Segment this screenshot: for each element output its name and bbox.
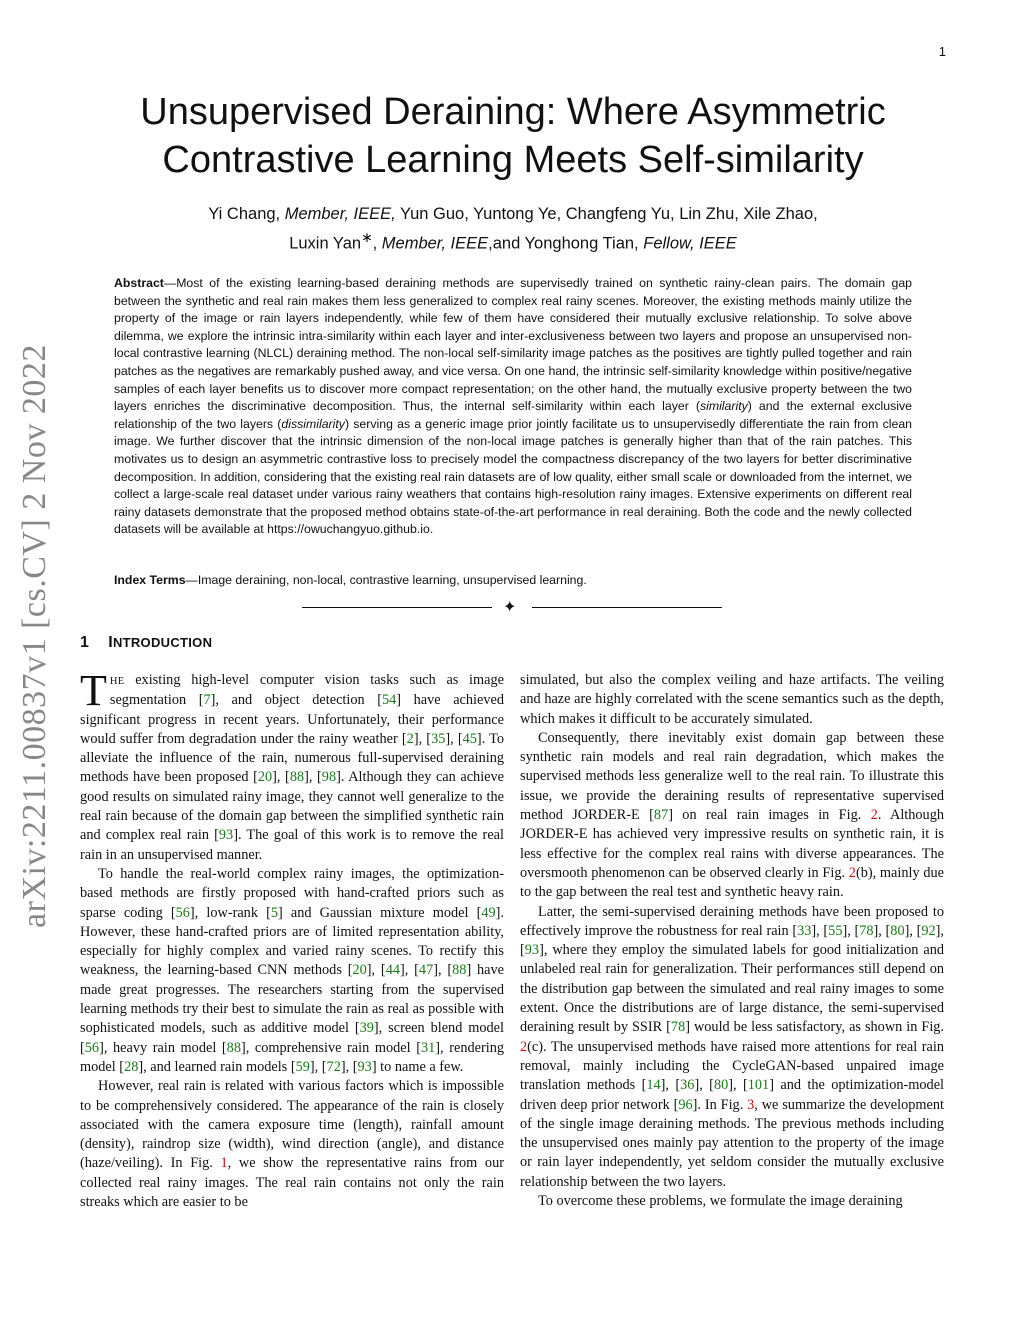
citation-link[interactable]: 78 <box>670 1019 686 1036</box>
figure-link[interactable]: 2 <box>520 1038 528 1055</box>
author-text: Luxin Yan <box>289 234 362 253</box>
citation-link[interactable]: 47 <box>418 962 434 979</box>
body-text: ], screen blend model [ <box>80 1020 504 1056</box>
divider-ornament: ✦ <box>503 597 517 616</box>
body-text: ], heavy rain model [ <box>99 1039 227 1056</box>
body-text: ], [ <box>366 962 386 979</box>
abstract-emphasis: similarity <box>699 399 748 414</box>
corresponding-author-mark: ∗ <box>361 230 373 245</box>
divider-line-left <box>302 607 492 608</box>
citation-link[interactable]: 56 <box>84 1039 100 1056</box>
author-text: , <box>372 234 382 253</box>
body-text: ], [ <box>309 1058 327 1075</box>
abstract-label: Abstract <box>114 276 164 290</box>
body-column-left <box>80 666 505 1212</box>
body-text: , we show the representative rains from our collected real rainy images. The real rain contains not only the rain streaks which are easier to be <box>80 1155 504 1211</box>
citation-link[interactable]: 49 <box>481 904 496 921</box>
body-text: (c). The unsupervised methods have raised more attentions for real rain removal, mainly including the CycleGAN-based unpaired image translation methods [ <box>520 1038 944 1094</box>
body-text: However, real rain is related with various factors which is impossible to be comprehensively considered. The appearance of the rain is closely associated with the camera exposure time (length), rainfall amount (density), raindrop size (width), wind direction (angle), and distance (haze/veiling). In Fig. <box>80 1078 504 1172</box>
citation-link[interactable]: 44 <box>385 962 400 979</box>
body-text: To overcome these problems, we formulate the image deraining <box>538 1193 903 1210</box>
citation-link[interactable]: 80 <box>713 1077 729 1094</box>
paper-title <box>100 88 926 184</box>
paragraph <box>520 1192 944 1211</box>
abstract-text: ) and the external exclusive relationship of the two layers ( <box>114 399 912 431</box>
citation-link[interactable]: 14 <box>646 1077 661 1094</box>
figure-link[interactable]: 3 <box>747 1096 755 1113</box>
section-number: 1 <box>80 634 90 651</box>
citation-link[interactable]: 88 <box>452 962 467 979</box>
figure-link[interactable]: 1 <box>220 1155 228 1172</box>
author-text: Yun Guo, Yuntong Ye, Changfeng Yu, Lin Zhu, Xile Zhao, <box>395 205 818 223</box>
citation-link[interactable]: 92 <box>921 922 936 939</box>
author-membership: Member, IEEE <box>381 234 489 253</box>
author-text: Yi Chang, <box>208 205 285 223</box>
figure-link[interactable]: 2 <box>870 807 878 824</box>
citation-link[interactable]: 5 <box>270 904 279 921</box>
author-list <box>110 202 916 256</box>
drop-cap: T <box>80 666 107 715</box>
citation-link[interactable]: 20 <box>352 962 367 979</box>
body-text: ], rendering model [ <box>80 1039 504 1075</box>
body-text: ], [ <box>445 730 463 747</box>
body-column-right <box>520 671 944 1211</box>
body-text: ], comprehensive rain model [ <box>240 1039 421 1056</box>
body-text: ], and object detection [ <box>210 692 382 709</box>
body-text: Consequently, there inevitably exist domain gap between these synthetic rain models and real rain degradation, which makes the supervised methods less generalize well to the real rain. To illustrate this issue, we provide the deraining results of representative supervised method JORDER-E [ <box>520 729 944 824</box>
citation-link[interactable]: 87 <box>653 807 669 824</box>
body-text: ], [ <box>413 730 432 747</box>
body-text: ], [ <box>520 922 944 959</box>
body-text: simulated, but also the complex veiling and haze artifacts. The veiling and haze are highly correlated with the scene semantics such as the depth, which makes it difficult to be accurately simulated. <box>520 672 944 727</box>
body-text: ], [ <box>873 922 891 939</box>
page-number: 1 <box>938 44 946 59</box>
body-text: existing high-level computer vision tasks such as image segmentation [ <box>109 672 504 709</box>
citation-link[interactable]: 88 <box>289 769 305 786</box>
abstract-text: ) serving as a generic image prior jointly facilitate us to unsupervisedly differentiate the rain from clean image. We further discover that the intrinsic dimension of the non-local image patches is generally higher than that of the rain patches. This motivates us to design an asymmetric contrastive loss to precisely model the compactness discrepancy of the two layers for better discriminative decomposition. In addition, considering that the existing real rain datasets are of low quality, either small scale or downloaded from the internet, we collect a large-scale real dataset under various rainy weathers that contains high-resolution rainy images. Extensive experiments on different real rainy datasets demonstrate that the proposed method obtains state-of-the-art performance in real deraining. Both the code and the newly collected datasets will be available at https://owuchangyuo.github.io. <box>114 416 912 537</box>
paragraph <box>520 903 944 1192</box>
index-terms-label: Index Terms <box>114 573 186 587</box>
paragraph <box>80 865 504 1077</box>
abstract-text: —Most of the existing learning-based deraining methods are supervisedly trained on synthetic rainy-clean pairs. The domain gap between the synthetic and real rain makes them less generalized to complex real rainy scenes. Moreover, the existing methods mainly utilize the property of the image or rain layers independently, while few of them have considered their mutually exclusive relationship. To solve above dilemma, we explore the intrinsic intra-similarity within each layer and inter-exclusiveness between two layers and propose an unsupervised non-local contrastive learning (NLCL) deraining method. The non-local self-similarity image patches as the positives are tightly pulled together and rain patches as the negatives are remarkably pushed away, and vice versa. On one hand, the intrinsic self-similarity knowledge within positive/negative samples of each layer benefits us to discover more compact representation; on the other hand, the mutually exclusive property between the two layers enriches the discriminative decomposition. Thus, the internal self-similarity within each layer ( <box>114 276 912 414</box>
body-text: ], and learned rain models [ <box>138 1058 296 1075</box>
author-membership: Fellow, IEEE <box>643 234 737 253</box>
section-title-rest: NTRODUCTION <box>112 635 213 650</box>
body-text: ], [ <box>340 1058 358 1075</box>
body-text: ], [ <box>400 962 419 979</box>
body-text: ], where they employ the simulated labels for good initialization and unlabeled real rain for generalization. Their performances still depend on the distribution gap between the simulated and real rainy images to some extent. Once the distributions are of large distance, the semi-supervised deraining result by SSIR [ <box>520 942 944 1036</box>
body-text: ]. The goal of this work is to remove the real rain in an unsupervised manner. <box>80 827 504 863</box>
citation-link[interactable]: 101 <box>747 1077 770 1094</box>
paragraph <box>80 1077 504 1212</box>
citation-link[interactable]: 28 <box>124 1058 139 1075</box>
body-text: ], [ <box>694 1077 714 1094</box>
citation-link[interactable]: 33 <box>797 922 812 939</box>
citation-link[interactable]: 72 <box>326 1058 341 1075</box>
body-text: ] have made great progresses. The researchers starting from the supervised learning methods try their best to simulate the rain as real as possible with sophisticated models, such as additive model [ <box>80 962 505 1037</box>
body-text: , we summarize the development of the single image deraining methods. The previous methods including the unsupervised ones mainly pay attention to the property of the image or rain layer independently, yet seldom consider the mutually exclusive relationship between the two layers. <box>520 1096 944 1190</box>
citation-link[interactable]: 7 <box>203 692 211 709</box>
abstract-emphasis: dissimilarity <box>281 416 345 431</box>
citation-link[interactable]: 93 <box>524 942 540 959</box>
arxiv-stamp: arXiv:2211.00837v1 [cs.CV] 2 Nov 2022 <box>16 344 53 928</box>
index-terms-text: —Image deraining, non-local, contrastive learning, unsupervised learning. <box>185 573 587 587</box>
divider-line-right <box>532 607 722 608</box>
section-title-initial: I <box>108 634 113 651</box>
body-text: ]. In Fig. <box>692 1096 748 1113</box>
author-text: ,and Yonghong Tian, <box>488 234 644 253</box>
citation-link[interactable]: 35 <box>431 730 446 747</box>
citation-link[interactable]: 39 <box>359 1020 374 1037</box>
figure-link[interactable]: 2 <box>848 864 856 881</box>
citation-link[interactable]: 78 <box>859 922 874 939</box>
citation-link[interactable]: 96 <box>678 1096 693 1113</box>
title-line-2: Contrastive Learning Meets Self-similarity <box>162 139 864 181</box>
body-text: Latter, the semi-supervised deraining methods have been proposed to effectively improve the robustness for real rain [ <box>520 903 944 939</box>
citation-link[interactable]: 2 <box>406 730 414 747</box>
body-text: ]. To alleviate the influence of the rain, numerous full-supervised deraining methods have been proposed [ <box>80 730 505 786</box>
paragraph <box>80 666 505 865</box>
body-text: ], [ <box>842 922 860 939</box>
citation-link[interactable]: 31 <box>420 1039 436 1056</box>
body-text: ] have achieved significant progress in recent years. Unfortunately, their performance would suffer from degradation under the rainy weather [ <box>80 692 504 747</box>
paragraph <box>520 671 944 729</box>
citation-link[interactable]: 54 <box>382 692 397 709</box>
citation-link[interactable]: 88 <box>226 1039 241 1056</box>
citation-link[interactable]: 93 <box>218 827 234 844</box>
body-text: ] would be less satisfactory, as shown in Fig. <box>685 1019 945 1036</box>
citation-link[interactable]: 20 <box>257 769 273 786</box>
citation-link[interactable]: 93 <box>357 1058 372 1075</box>
body-text: ]. However, these hand-crafted priors are of limited representation ability, especially for highly complex and varied rainy scenes. To rectify this weakness, the learning-based CNN methods [ <box>80 904 504 979</box>
citation-link[interactable]: 80 <box>890 922 905 939</box>
body-text: ], [ <box>304 769 322 786</box>
body-text: ], [ <box>811 922 829 939</box>
body-text: . Although JORDER-E has achieved very impressive results on synthetic rain, it is less effective for the complex real rains with diverse appearances. The oversmooth phenomenon can be observed clearly in Fig. <box>520 807 945 881</box>
body-text: ], [ <box>728 1077 748 1094</box>
title-line-1: Unsupervised Deraining: Where Asymmetric <box>140 91 886 133</box>
body-text: ], [ <box>272 769 290 786</box>
section-heading <box>80 634 212 652</box>
citation-link[interactable]: 59 <box>295 1058 310 1075</box>
citation-link[interactable]: 56 <box>175 904 190 921</box>
body-text: ] and Gaussian mixture model [ <box>278 904 482 921</box>
paragraph <box>520 729 944 903</box>
body-text: To handle the real-world complex rainy images, the optimization-based methods are firstly proposed with hand-crafted priors such as sparse coding [ <box>80 865 504 921</box>
citation-link[interactable]: 36 <box>680 1077 695 1094</box>
abstract <box>114 275 912 539</box>
smallcaps-text: HE <box>109 676 125 687</box>
body-text: ], [ <box>433 962 453 979</box>
citation-link[interactable]: 55 <box>828 922 843 939</box>
body-text: ] on real rain images in Fig. <box>668 807 871 824</box>
body-text: ] and the optimization-model driven deep prior network [ <box>520 1077 945 1113</box>
citation-link[interactable]: 98 <box>321 769 337 786</box>
body-text: ], [ <box>660 1077 681 1094</box>
body-text: ], [ <box>904 922 922 939</box>
index-terms <box>114 572 912 589</box>
citation-link[interactable]: 45 <box>462 730 477 747</box>
body-text: ] to name a few. <box>371 1058 464 1075</box>
body-text: ]. Although they can achieve good results on simulated rainy image, they cannot well generalize to the real rain because of the domain gap between the simplified synthetic rain and complex real rain [ <box>80 769 505 844</box>
body-text: (b), mainly due to the gap between the real test and synthetic heavy rain. <box>520 864 944 901</box>
author-membership: Member, IEEE, <box>284 205 396 223</box>
body-text: ], low-rank [ <box>189 904 271 921</box>
